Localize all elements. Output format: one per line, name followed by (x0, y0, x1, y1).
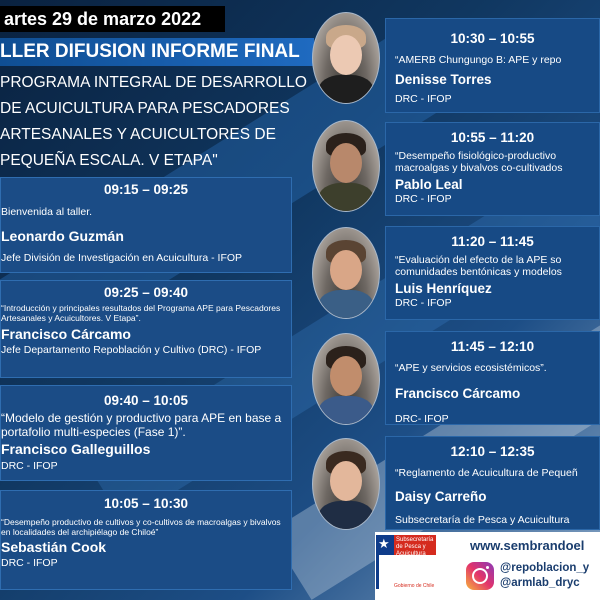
session-description-line2: comunidades bentónicas y modelos (395, 266, 562, 278)
event-subtitle (0, 70, 312, 174)
speaker-name: Francisco Cárcamo (1, 326, 131, 342)
schedule-card (0, 490, 292, 590)
speaker-affiliation: DRC - IFOP (395, 93, 452, 105)
session-time: 12:10 – 12:35 (450, 444, 535, 459)
subtitle-line: ARTESANALES Y ACUICULTORES DE (0, 126, 276, 143)
speaker-photo (312, 120, 380, 212)
event-date: artes 29 de marzo 2022 (0, 6, 225, 32)
schedule-card (0, 280, 292, 378)
schedule-card (385, 331, 600, 425)
speaker-affiliation: DRC - IFOP (1, 460, 58, 472)
session-time: 10:30 – 10:55 (450, 31, 535, 46)
speaker-name: Francisco Galleguillos (1, 441, 151, 457)
session-description: “Desempeño fisiológico-productivo (395, 150, 557, 162)
session-time: 09:25 – 09:40 (103, 285, 189, 300)
schedule-card (385, 226, 600, 320)
speaker-name: Luis Henríquez (395, 281, 492, 296)
session-time: 11:20 – 11:45 (451, 234, 534, 249)
schedule-card (385, 122, 600, 216)
instagram-icon (466, 562, 494, 590)
speaker-name: Daisy Carreño (395, 489, 487, 504)
session-time: 10:05 – 10:30 (103, 496, 189, 511)
speaker-photo (312, 333, 380, 425)
speaker-affiliation: Subsecretaría de Pesca y Acuicultura (395, 514, 570, 526)
social-handles (500, 561, 589, 591)
speaker-photo (312, 12, 380, 104)
speaker-name: Francisco Cárcamo (395, 386, 521, 401)
session-time: 09:15 – 09:25 (103, 182, 189, 197)
session-description-line2: macroalgas y bivalvos co-cultivados (395, 162, 563, 174)
schedule-card (385, 436, 600, 530)
session-description: Bienvenida al taller. (1, 206, 93, 218)
session-description: “Reglamento de Acuicultura de Pequeñ (395, 467, 578, 479)
speaker-affiliation: Jefe Departamento Repoblación y Cultivo (DRC) - IFOP (1, 344, 262, 356)
speaker-photo (312, 438, 380, 530)
subtitle-line: DE ACUICULTURA PARA PESCADORES (0, 100, 290, 117)
schedule-card (0, 177, 292, 273)
session-time: 11:45 – 12:10 (450, 339, 535, 354)
speaker-name: Pablo Leal (395, 177, 463, 192)
schedule-card (385, 18, 600, 113)
speaker-name: Sebastián Cook (1, 539, 107, 555)
logo-government-text: Gobierno de Chile (394, 583, 435, 589)
star-icon: ★ (378, 536, 390, 551)
event-title: LLER DIFUSION INFORME FINAL (0, 38, 314, 66)
speaker-name: Leonardo Guzmán (1, 228, 124, 244)
logo-agency-text: Subsecretaría de Pesca y Acuicultura (396, 537, 434, 557)
speaker-affiliation: Jefe División de Investigación en Acuicultura - IFOP (1, 252, 243, 264)
speaker-affiliation: DRC - IFOP (395, 193, 452, 205)
government-logo (376, 535, 436, 595)
schedule-card (0, 385, 292, 481)
session-time: 09:40 – 10:05 (103, 393, 189, 408)
session-description: “APE y servicios ecosistémicos”. (395, 362, 547, 374)
session-description: “AMERB Chungungo B: APE y repo (395, 54, 562, 66)
website-link[interactable]: www.sembrandoel (470, 538, 585, 553)
session-description: “Modelo de gestión y productivo para APE en base a portafolio multi-especies (Fase 1)”. (1, 411, 282, 439)
session-description: “Desempeño productivo de cultivos y co-cultivos de macroalgas y bivalvos en localidades del archipiélago de Chiloé” (1, 517, 281, 537)
session-time: 10:55 – 11:20 (450, 130, 535, 145)
subtitle-line: PEQUEÑA ESCALA. V ETAPA" (0, 152, 218, 169)
instagram-handle[interactable]: @repoblacion_y (500, 562, 590, 574)
speaker-name: Denisse Torres (395, 72, 492, 87)
session-description: “Evaluación del efecto de la APE so (395, 254, 562, 266)
speaker-affiliation: DRC - IFOP (1, 557, 58, 569)
speaker-photo (312, 227, 380, 319)
instagram-handle[interactable]: @armlab_dryc (500, 577, 580, 589)
subtitle-line: PROGRAMA INTEGRAL DE DESARROLLO (0, 74, 307, 91)
speaker-affiliation: DRC - IFOP (395, 297, 452, 309)
speaker-affiliation: DRC- IFOP (395, 413, 449, 425)
session-description: “Introducción y principales resultados del Programa APE para Pescadores Artesanales y Acuicultores. V Etapa”. (1, 303, 281, 323)
